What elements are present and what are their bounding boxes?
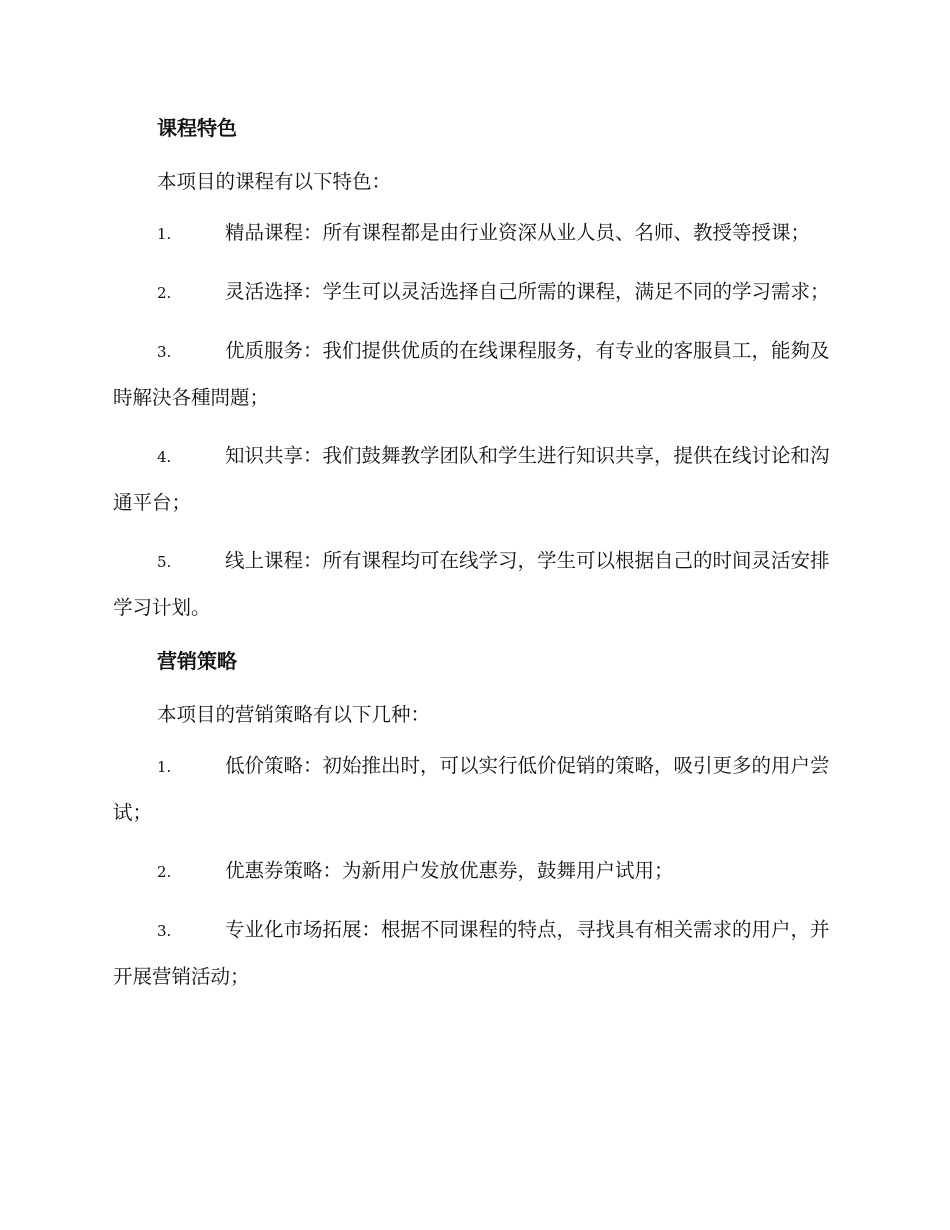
list-item-number: 3. [157, 343, 172, 361]
list-item-text: 低价策略：初始推出时，可以实行低价促销的策略，吸引更多的用户尝试； [113, 754, 830, 824]
list-item-text: 专业化市场拓展：根据不同课程的特点，寻找具有相关需求的用户，并开展营销活动； [113, 918, 830, 988]
list-item-number: 1. [157, 225, 172, 243]
section-intro: 本项目的营销策略有以下几种： [157, 703, 431, 726]
list-item-number: 2. [157, 863, 172, 881]
list-item-number: 5. [157, 553, 172, 571]
list-item [113, 328, 832, 421]
section-heading-marketing-strategy: 营销策略 [157, 649, 237, 673]
list-item [113, 743, 832, 836]
list-item [113, 848, 832, 895]
list-item-number: 1. [157, 758, 172, 776]
list-item [113, 433, 832, 526]
list-item-text: 精品课程：所有课程都是由行业资深从业人员、名师、教授等授课； [225, 221, 811, 244]
list-item-number: 3. [157, 922, 172, 940]
list-item-text: 优惠券策略：为新用户发放优惠券，鼓舞用户试用； [225, 859, 674, 882]
section-intro: 本项目的课程有以下特色： [157, 170, 392, 193]
list-item [113, 269, 832, 316]
list-item-text: 优质服务：我们提供优质的在线课程服务，有专业的客服員工，能夠及時解決各種問題； [113, 339, 830, 409]
list-item-text: 灵活选择：学生可以灵活选择自己所需的课程，满足不同的学习需求； [225, 280, 830, 303]
list-item-text: 知识共享：我们鼓舞教学团队和学生进行知识共享，提供在线讨论和沟通平台； [113, 444, 830, 514]
list-item [113, 538, 832, 631]
list-item-number: 2. [157, 284, 172, 302]
list-item-number: 4. [157, 448, 172, 466]
list-item [113, 907, 832, 1000]
list-item-text: 线上课程：所有课程均可在线学习，学生可以根据自己的时间灵活安排学习计划。 [113, 549, 830, 619]
list-item [113, 210, 832, 257]
section-heading-course-features: 课程特色 [157, 116, 237, 140]
